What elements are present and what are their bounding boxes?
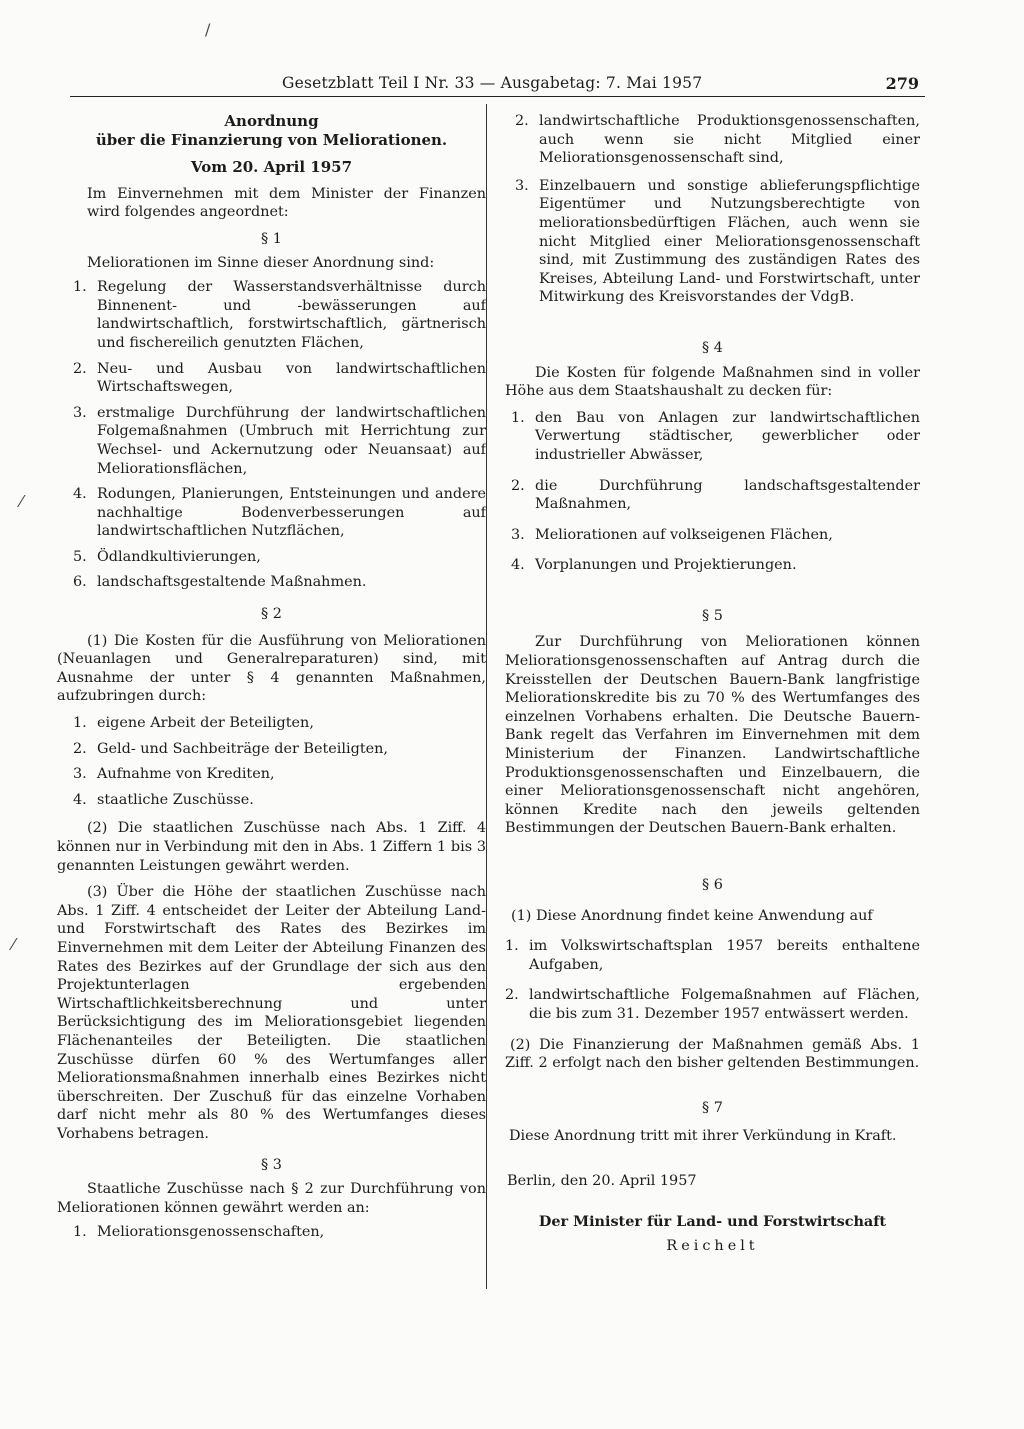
section-2-para-2: (2) Die staatlichen Zuschüsse nach Abs. 1 Ziff. 4 können nur in Verbindung mit den in Abs. 1 Ziffern 1 bis 3 genannten Leistungen gewährt werden. [57, 820, 486, 874]
list-item: 1. eigene Arbeit der Beteiligten, [73, 715, 314, 732]
list-item: 5. Ödlandkultivierungen, [73, 548, 261, 565]
list-item: 1. Regelung der Wasserstandsverhältnisse durch Binnenent- und -bewässerungen auf landwirtschaftlich, forstwirtschaftlich, gärtnerisch und fischereilich genutzten Flächen, [73, 279, 486, 351]
section-5-para-1: Zur Durchführung von Meliorationen können Meliorationsgenossenschaften auf Antrag durch die Kreisstellen der Deutschen Bauern-Bank langfristige Meliorationskredite bis zu 70 % des Wertumfanges des einzelnen Vorhabens erhalten. Die Deutsche Bauern-Bank regelt das Verfahren im Einvernehmen mit dem Ministerium der Finanzen. Landwirtschaftliche Produktionsgenossenschaften und Einzelbauern, die einer Meliorationsgenossenschaft nicht angehören, können Kredite nach den jeweils geltenden Bestimmungen der Deutschen Bauern-Bank erhalten. [505, 634, 920, 837]
section-1-lead: Meliorationen im Sinne dieser Anordnung sind: [87, 254, 435, 271]
section-2-para-1: (1) Die Kosten für die Ausführung von Meliorationen (Neuanlagen und Generalreparaturen) sind, mit Ausnahme der unter § 4 genannten Maßnahmen, aufzubringen durch: [57, 632, 486, 705]
doc-date: Vom 20. April 1957 [190, 158, 353, 177]
section-4-para-1: Die Kosten für folgende Maßnahmen sind in voller Höhe aus dem Staatshaushalt zu decken für: [505, 364, 920, 400]
section-2-para-3: (3) Über die Höhe der staatlichen Zuschüsse nach Abs. 1 Ziff. 4 entscheidet der Leiter der Abteilung Land- und Forstwirtschaft des Rates des Bezirkes im Einvernehmen mit dem Leiter der Abteilung Finanzen des Rates des Bezirkes auf der Grundlage der sich aus den Projektunterlagen ergebenden Wirtschaftlichkeitsberechnung und unter Berücksichtigung des im Meliorationsgebiet liegenden Flächenanteiles der Beteiligten. Die staatlichen Zuschüsse dürfen 60 % des Wertumfanges aller Meliorationsmaßnahmen innerhalb eines Bezirkes nicht überschreiten. Der Zuschuß für das einzelne Vorhaben darf nicht mehr als 80 % des Wertumfanges dieses Vorhabens betragen. [57, 884, 486, 1142]
list-item: 3. Aufnahme von Krediten, [73, 766, 275, 783]
section-5-heading: § 5 [702, 607, 723, 624]
list-item: 4. staatliche Zuschüsse. [73, 791, 254, 808]
scan-mark: / [205, 20, 211, 39]
left-column [57, 112, 486, 1242]
column-divider [486, 104, 487, 1289]
right-column [505, 112, 920, 1256]
section-7-heading: § 7 [702, 1099, 723, 1116]
list-item: 1. Meliorationsgenossenschaften, [73, 1224, 325, 1241]
page-number: 279 [885, 74, 919, 93]
signatory-name: Reichelt [666, 1238, 759, 1255]
margin-checkmark: ⁄ [20, 492, 23, 511]
list-item: 2. landwirtschaftliche Folgemaßnahmen auf Flächen, die bis zum 31. Dezember 1957 entwässert werden. [505, 987, 920, 1022]
section-6-para-2: (2) Die Finanzierung der Maßnahmen gemäß Abs. 1 Ziff. 2 erfolgt nach den bisher geltenden Bestimmungen. [505, 1036, 920, 1072]
list-item: 2. die Durchführung landschaftsgestaltender Maßnahmen, [511, 477, 920, 513]
list-item: 3. Meliorationen auf volkseigenen Flächen, [511, 526, 833, 543]
section-3-para-1: Staatliche Zuschüsse nach § 2 zur Durchführung von Meliorationen können gewährt werden an: [57, 1181, 486, 1216]
page-header [70, 74, 925, 97]
list-item: 2. Neu- und Ausbau von landwirtschaftlichen Wirtschaftswegen, [73, 360, 486, 396]
doc-title-line1: Anordnung [224, 112, 319, 130]
margin-checkmark: ⁄ [12, 935, 15, 954]
section-6-heading: § 6 [702, 877, 723, 893]
list-item: 2. Geld- und Sachbeiträge der Beteiligten, [73, 740, 388, 757]
list-item: 6. landschaftsgestaltende Maßnahmen. [73, 574, 367, 591]
section-1-heading: § 1 [261, 230, 282, 247]
section-6-para-1: (1) Diese Anordnung findet keine Anwendung auf [511, 907, 873, 924]
list-item: 4. Rodungen, Planierungen, Entsteinungen und andere nachhaltige Bodenverbesserungen auf landwirtschaftlichen Nutzflächen, [73, 486, 486, 540]
place-and-date: Berlin, den 20. April 1957 [507, 1172, 697, 1189]
doc-title-line2: über die Finanzierung von Meliorationen. [95, 130, 448, 149]
list-item: 1. im Volkswirtschaftsplan 1957 bereits enthaltene Aufgaben, [505, 938, 920, 973]
section-2-heading: § 2 [261, 606, 282, 623]
gazette-title: Gesetzblatt Teil I Nr. 33 — Ausgabetag: 7. Mai 1957 [282, 74, 703, 92]
section-7-para-1: Diese Anordnung tritt mit ihrer Verkündung in Kraft. [509, 1128, 897, 1145]
intro-text: Im Einvernehmen mit dem Minister der Finanzen wird folgendes angeordnet: [87, 185, 486, 221]
section-4-heading: § 4 [702, 339, 723, 356]
section-3-heading: § 3 [261, 1156, 282, 1173]
list-item: 3. Einzelbauern und sonstige ablieferungspflichtige Eigentümer und Nutzungsberechtigte von meliorationsbedürftigen Flächen, auch wenn sie nicht Mitglied einer Meliorationsgenossenschaft sind, mit Zustimmung des zuständigen Rates des Kreises, Abteilung Land- und Forstwirtschaft, unter Mitwirkung des Kreisvorstandes der VdgB. [515, 177, 920, 306]
minister-title: Der Minister für Land- und Forstwirtschaft [538, 1212, 887, 1230]
list-item: 3. erstmalige Durchführung der landwirtschaftlichen Folgemaßnahmen (Umbruch mit Herrichtung zur Wechsel- und Ackernutzung oder Neuansaat) auf Meliorationsflächen, [73, 404, 486, 477]
list-item: 1. den Bau von Anlagen zur landwirtschaftlichen Verwertung städtischer, gewerblicher oder industrieller Abwässer, [511, 409, 920, 463]
list-item: 2. landwirtschaftliche Produktionsgenossenschaften, auch wenn sie nicht Mitglied einer Meliorationsgenossenschaft sind, [515, 113, 920, 167]
list-item: 4. Vorplanungen und Projektierungen. [511, 557, 797, 574]
